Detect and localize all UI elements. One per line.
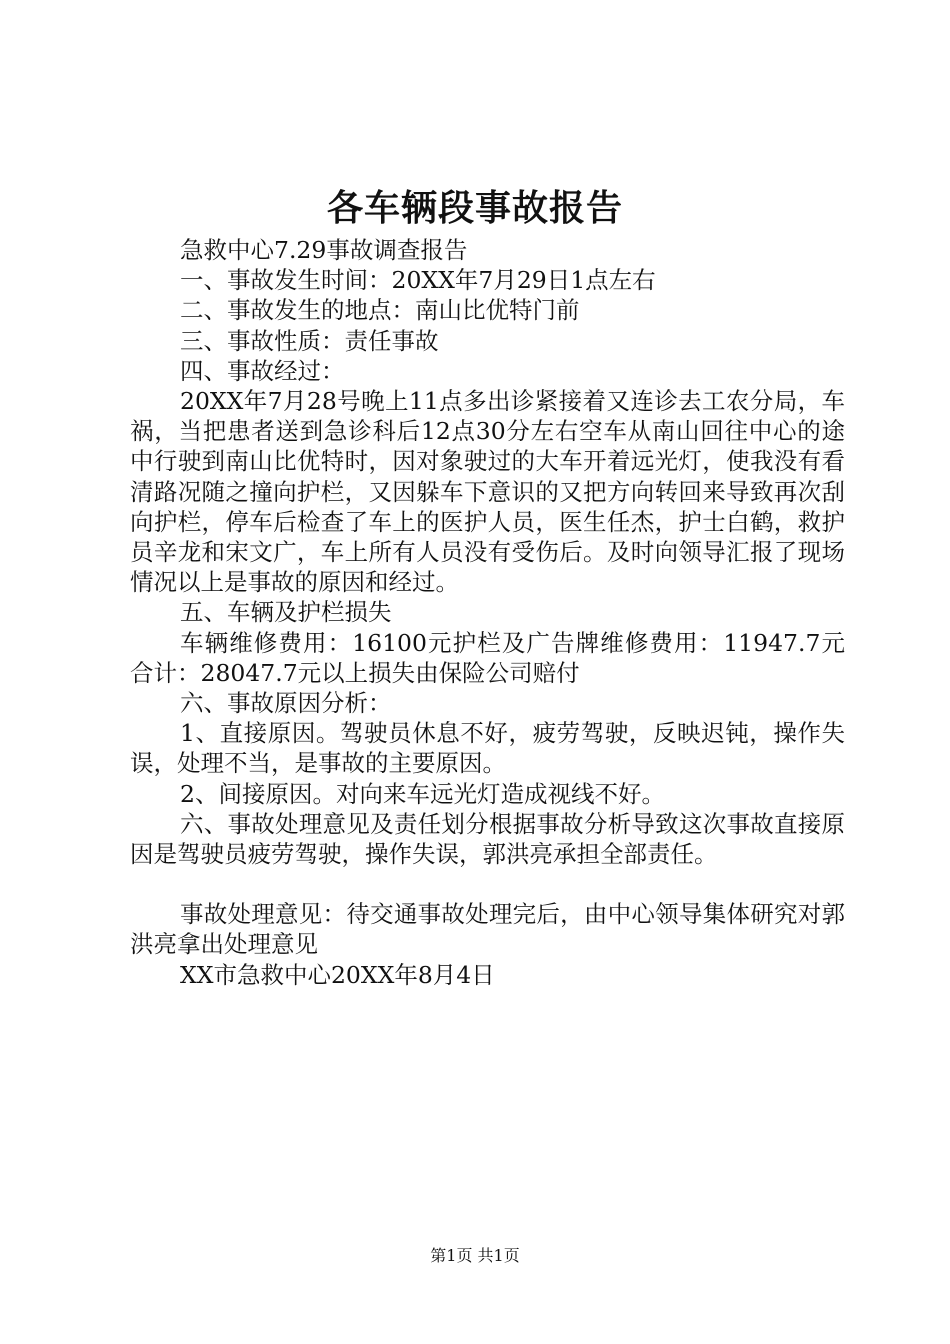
accident-location: 二、事故发生的地点：南山比优特门前 [180,296,580,325]
accident-process-heading: 四、事故经过： [180,356,345,385]
accident-process-text: 20XX年7月28号晚上11点多出诊紧接着又连诊去工农分局，车祸，当把患者送到急诊科后12点30分左右空车从南山回往中心的途中行驶到南山比优特时，因对象驶过的大车开着远光灯，使我没有看清路况随之撞向护栏，又因躲车下意识的又把方向转回来导致再次刮向护栏，停车后检查了车上的医护人员，医生任杰，护士白鹤，救护员辛龙和宋文广，车上所有人员没有受伤后。及时向领导汇报了现场情况以上是事故的原因和经过。 [130,387,845,597]
document-body [130,235,845,990]
accident-nature: 三、事故性质：责任事故 [180,326,439,355]
document-title: 各车辆段事故报告 [326,187,623,229]
responsibility-division: 六、事故处理意见及责任划分根据事故分析导致这次事故直接原因是驾驶员疲劳驾驶，操作失误，郭洪亮承担全部责任。 [130,809,845,869]
report-heading: 急救中心7.29事故调查报告 [180,236,468,264]
accident-time: 一、事故发生时间：20XX年7月29日1点左右 [180,266,656,295]
signature-date: XX市急救中心20XX年8月4日 [180,960,495,989]
indirect-cause: 2、间接原因。对向来车远光灯造成视线不好。 [180,779,665,808]
cause-analysis-heading: 六、事故原因分析： [180,689,392,718]
handling-opinion: 事故处理意见：待交通事故处理完后，由中心领导集体研究对郭洪亮拿出处理意见 [130,900,845,959]
direct-cause: 1、直接原因。驾驶员休息不好，疲劳驾驶，反映迟钝，操作失误，处理不当，是事故的主要原因。 [130,719,845,778]
page-footer: 第1页 共1页 [430,1246,520,1265]
damage-costs: 车辆维修费用：16100元护栏及广告牌维修费用：11947.7元合计：28047.7元以上损失由保险公司赔付 [130,628,845,687]
damage-heading: 五、车辆及护栏损失 [180,598,392,627]
